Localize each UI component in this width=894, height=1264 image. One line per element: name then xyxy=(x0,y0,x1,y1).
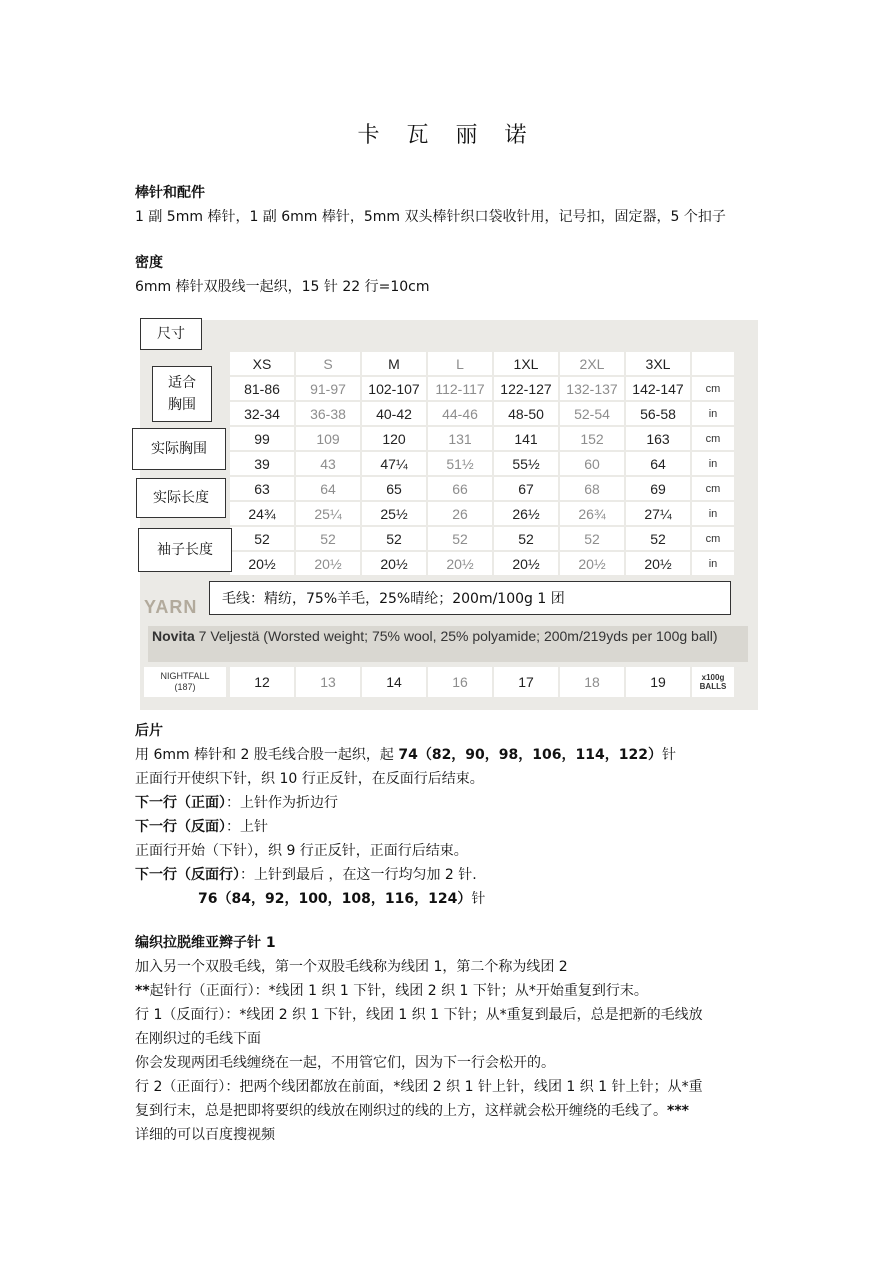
size-value: 40-42 xyxy=(362,402,426,425)
size-value: 26¾ xyxy=(560,502,624,525)
size-value: 52-54 xyxy=(560,402,624,425)
braid-line-3: 行 1（反面行）：*线团 2 织 1 下针，线团 1 织 1 下针；从*重复到最后，总是把新的毛线放 xyxy=(135,1007,703,1023)
balls-unit xyxy=(692,667,734,697)
size-header: M xyxy=(362,352,426,375)
balls-value: 14 xyxy=(362,667,426,697)
size-value: 43 xyxy=(296,452,360,475)
size-value: 20½ xyxy=(230,552,294,575)
size-value: 52 xyxy=(362,527,426,550)
size-value: 36-38 xyxy=(296,402,360,425)
size-header: 3XL xyxy=(626,352,690,375)
size-value: 44-46 xyxy=(428,402,492,425)
color-code: (187) xyxy=(174,682,196,692)
size-value: 27¼ xyxy=(626,502,690,525)
size-value: 67 xyxy=(494,477,558,500)
size-value: 39 xyxy=(230,452,294,475)
label-fits-chest: 适合 胸围 xyxy=(152,366,212,422)
size-value: 20½ xyxy=(494,552,558,575)
unit-label: cm xyxy=(692,477,734,500)
back-line-4: 下一行（反面）：上针 xyxy=(135,819,268,835)
size-header: S xyxy=(296,352,360,375)
size-value: 51½ xyxy=(428,452,492,475)
size-value: 52 xyxy=(626,527,690,550)
unit-label: cm xyxy=(692,377,734,400)
size-value: 65 xyxy=(362,477,426,500)
balls-unit-line-1: x100g xyxy=(701,673,725,682)
size-value: 66 xyxy=(428,477,492,500)
size-value: 52 xyxy=(560,527,624,550)
size-header: XS xyxy=(230,352,294,375)
unit-label: in xyxy=(692,552,734,575)
size-value: 60 xyxy=(560,452,624,475)
yarn-desc-text: 7 Veljestä (Worsted weight; 75% wool, 25% polyamide; 200m/219yds per 100g ball) xyxy=(194,628,718,644)
size-value: 32-34 xyxy=(230,402,294,425)
size-header: 1XL xyxy=(494,352,558,375)
size-value: 109 xyxy=(296,427,360,450)
size-value: 64 xyxy=(296,477,360,500)
color-name xyxy=(144,667,226,697)
back-line-6: 下一行（反面行）：上针到最后 ，在这一行均匀加 2 针. xyxy=(135,867,477,883)
size-value: 132-137 xyxy=(560,377,624,400)
color-name-text: NIGHTFALL xyxy=(160,671,210,681)
size-value: 69 xyxy=(626,477,690,500)
page-title: 卡 瓦 丽 诺 xyxy=(357,123,537,148)
size-value: 20½ xyxy=(560,552,624,575)
size-value: 26 xyxy=(428,502,492,525)
label-actual-length: 实际长度 xyxy=(136,478,226,518)
balls-value: 18 xyxy=(560,667,624,697)
size-value: 68 xyxy=(560,477,624,500)
size-value: 122-127 xyxy=(494,377,558,400)
label-size: 尺寸 xyxy=(140,318,202,350)
balls-unit-line-2: BALLS xyxy=(699,682,727,691)
gauge-heading: 密度 xyxy=(135,255,163,271)
size-value: 120 xyxy=(362,427,426,450)
size-value: 163 xyxy=(626,427,690,450)
size-value: 99 xyxy=(230,427,294,450)
size-value: 131 xyxy=(428,427,492,450)
size-value: 20½ xyxy=(296,552,360,575)
size-value: 25¼ xyxy=(296,502,360,525)
needles-text: 1 副 5mm 棒针，1 副 6mm 棒针，5mm 双头棒针织口袋收针用，记号扣，固定器，5 个扣子 xyxy=(135,209,726,225)
back-line-3: 下一行（正面）：上针作为折边行 xyxy=(135,795,338,811)
back-heading: 后片 xyxy=(135,723,163,739)
braid-line-5: 你会发现两团毛线缠绕在一起，不用管它们，因为下一行会松开的。 xyxy=(135,1055,555,1071)
braid-line-8: 详细的可以百度搜视频 xyxy=(135,1127,275,1143)
label-sleeve-length: 袖子长度 xyxy=(138,528,232,572)
balls-value: 12 xyxy=(230,667,294,697)
yarn-word: YARN xyxy=(144,597,198,617)
label-actual-chest: 实际胸围 xyxy=(132,428,226,470)
size-value: 102-107 xyxy=(362,377,426,400)
size-value: 48-50 xyxy=(494,402,558,425)
braid-heading: 编织拉脱维亚辫子针 1 xyxy=(135,935,276,951)
unit-label: cm xyxy=(692,527,734,550)
needles-heading: 棒针和配件 xyxy=(135,185,205,201)
size-value: 20½ xyxy=(626,552,690,575)
size-header: 2XL xyxy=(560,352,624,375)
yarn-brand: Novita xyxy=(152,628,195,644)
braid-line-2: **起针行（正面行）：*线团 1 织 1 下针，线团 2 织 1 下针；从*开始重复到行末。 xyxy=(135,983,648,999)
size-value: 64 xyxy=(626,452,690,475)
size-value: 81-86 xyxy=(230,377,294,400)
braid-line-1: 加入另一个双股毛线，第一个双股毛线称为线团 1，第二个称为线团 2 xyxy=(135,959,568,975)
size-value: 20½ xyxy=(362,552,426,575)
size-value: 26½ xyxy=(494,502,558,525)
braid-line-7: 复到行末，总是把即将要织的线放在刚织过的线的上方，这样就会松开缠绕的毛线了。*** xyxy=(135,1103,689,1119)
back-line-1: 用 6mm 棒针和 2 股毛线合股一起织，起 74（82，90，98，106，114，122）针 xyxy=(135,747,676,763)
unit-label: in xyxy=(692,502,734,525)
unit-label: in xyxy=(692,402,734,425)
size-value: 52 xyxy=(428,527,492,550)
size-value: 24¾ xyxy=(230,502,294,525)
size-value: 20½ xyxy=(428,552,492,575)
size-value: 152 xyxy=(560,427,624,450)
unit-header-blank xyxy=(692,352,734,375)
size-value: 63 xyxy=(230,477,294,500)
balls-value: 19 xyxy=(626,667,690,697)
size-value: 55½ xyxy=(494,452,558,475)
size-value: 47¼ xyxy=(362,452,426,475)
back-line-7: 76（84，92，100，108，116，124）针 xyxy=(198,891,486,907)
back-line-2: 正面行开使织下针，织 10 行正反针，在反面行后结束。 xyxy=(135,771,484,787)
size-value: 52 xyxy=(296,527,360,550)
balls-value: 13 xyxy=(296,667,360,697)
size-value: 141 xyxy=(494,427,558,450)
balls-value: 17 xyxy=(494,667,558,697)
size-value: 52 xyxy=(230,527,294,550)
size-value: 91-97 xyxy=(296,377,360,400)
unit-label: in xyxy=(692,452,734,475)
size-value: 25½ xyxy=(362,502,426,525)
back-line-5: 正面行开始（下针），织 9 行正反针，正面行后结束。 xyxy=(135,843,468,859)
yarn-note-box: 毛线：精纺，75%羊毛，25%晴纶；200m/100g 1 团 xyxy=(209,581,731,615)
unit-label: cm xyxy=(692,427,734,450)
size-chart xyxy=(140,320,758,710)
braid-line-6: 行 2（正面行）：把两个线团都放在前面，*线团 2 织 1 针上针，线团 1 织 1 针上针；从*重 xyxy=(135,1079,703,1095)
gauge-text: 6mm 棒针双股线一起织，15 针 22 行=10cm xyxy=(135,279,430,295)
balls-value: 16 xyxy=(428,667,492,697)
size-value: 142-147 xyxy=(626,377,690,400)
size-value: 56-58 xyxy=(626,402,690,425)
yarn-description xyxy=(148,626,748,662)
size-value: 112-117 xyxy=(428,377,492,400)
size-value: 52 xyxy=(494,527,558,550)
braid-line-4: 在刚织过的毛线下面 xyxy=(135,1031,261,1047)
size-header: L xyxy=(428,352,492,375)
